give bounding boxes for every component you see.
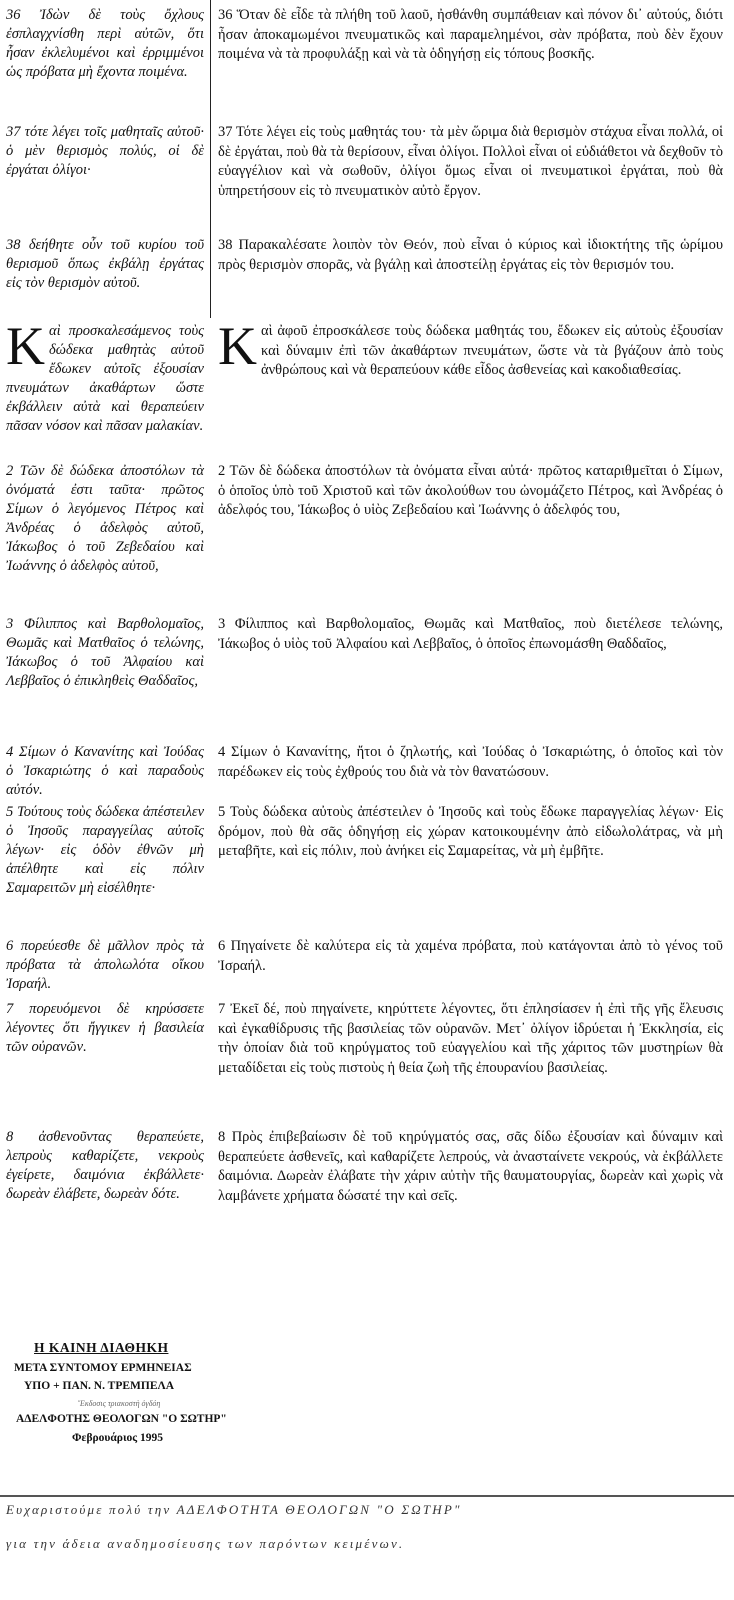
drop-cap: Κ [6, 316, 45, 376]
modern-text: 4 Σίμων ὁ Κανανίτης, ἤτοι ὁ ζηλωτής, καὶ Ἰούδας ὁ Ἰσκαριώτης, ὁ ὁποῖος καὶ τὸν παρέδωκεν εἰς τοὺς ἐχθρούς του διὰ νὰ τὸν θανατώσουν. [218, 744, 723, 780]
modern-text: 5 Τοὺς δώδεκα αὐτοὺς ἀπέστειλεν ὁ Ἰησοῦς καὶ τοὺς ἔδωκε παραγγελίας λέγων· Εἰς δρόμον, ποὺ θὰ σᾶς ὁδηγήσῃ εἰς χώραν κατοικουμένην ἀπὸ εἰδωλολάτρας, νὰ μὴ μεταβῆτε, καὶ εἰς πόλιν, ποὺ ἀνήκει εἰς Σαμαρείτας, νὰ μὴ ἐμβῆτε. [218, 804, 723, 859]
modern-text: 38 Παρακαλέσατε λοιπὸν τὸν Θεόν, ποὺ εἶναι ὁ κύριος καὶ ἰδιοκτήτης τῆς ὡρίμου πρὸς θερισμὸν σπορᾶς, νὰ βγάλῃ καὶ ἀποστείλῃ ἐργάτας εἰς τὸν θερισμόν του. [218, 237, 723, 273]
modern-text [218, 316, 723, 381]
modern-text: 3 Φίλιππος καὶ Βαρθολομαῖος, Θωμᾶς καὶ Ματθαῖος, ποὺ διετέλεσε τελώνης, Ἰάκωβος ὁ υἱὸς τοῦ Ἀλφαίου καὶ Λεββαῖος, ὁ ὁποῖος ἐπωνομάσθη Θαδδαῖος, [218, 616, 723, 652]
modern-text: 7 Ἐκεῖ δέ, ποὺ πηγαίνετε, κηρύττετε λέγοντες, ὅτι ἐπλησίασεν ἡ ἐπὶ τῆς γῆς ἔλευσις καὶ ἐγκαθίδρυσις τῆς βασιλείας τῶν οὐρανῶν. Μετ᾽ ὀλίγον ἱδρύεται ἡ Ἐκκλησία, εἰς τὴν ὁποίαν διὰ τοῦ κηρύγματος τοῦ εὐαγγελίου καὶ τῆς χάριτος τῶν μυστηρίων θὰ μεταδίδεται εἰς τοὺς πιστοὺς ἡ θεία ζωὴ τῆς ἐπουρανίου βασιλείας. [218, 1001, 723, 1076]
ancient-text: 37 τότε λέγει τοῖς μαθηταῖς αὐτοῦ· ὁ μὲν θερισμὸς πολύς, οἱ δὲ ἐργάται ὀλίγοι· [6, 124, 204, 178]
column-divider [210, 0, 211, 318]
modern-text: 6 Πηγαίνετε δὲ καλύτερα εἰς τὰ χαμένα πρόβατα, ποὺ κατάγονται ἀπὸ τὸ γένος τοῦ Ἰσραήλ. [218, 938, 723, 974]
modern-text: 2 Τῶν δὲ δώδεκα ἀποστόλων τὰ ὀνόματα εἶναι αὐτά· πρῶτος καταριθμεῖται ὁ Σίμων, ὁ ὁποῖος ὑπὸ τοῦ Χριστοῦ καὶ τῶν ἀκολούθων του ὠνομάζετο Πέτρος, καὶ Ἀνδρέας ὁ ἀδελφός του, Ἰάκωβος ὁ υἱὸς Ζεβεδαίου καὶ Ἰωάννης ὁ ἀδελφός του, [218, 463, 723, 518]
colophon-title: Η ΚΑΙΝΗ ΔΙΑΘΗΚΗ [34, 1340, 169, 1355]
modern-text: 8 Πρὸς ἐπιβεβαίωσιν δὲ τοῦ κηρύγματός σας, σᾶς δίδω ἐξουσίαν καὶ δύναμιν καὶ θεραπεύετε ἀσθενεῖς, καὶ καθαρίζετε λεπρούς, νὰ ἀνασταίνετε νεκρούς, νὰ ἐκβάλλετε δαιμόνια. Δωρεὰν ἐλάβατε τὴν χάριν αὐτὴν τῆς θαυματουργίας, δωρεὰν καὶ χωρὶς νὰ λαμβάνετε χρήματα δώσατέ την καὶ σεῖς. [218, 1129, 723, 1204]
ancient-text: 8 ἀσθενοῦντας θεραπεύετε, λεπροὺς καθαρίζετε, νεκροὺς ἐγείρετε, δαιμόνια ἐκβάλλετε· δωρεὰν ἐλάβετε, δωρεὰν δότε. [6, 1129, 204, 1202]
modern-text: 36 Ὅταν δὲ εἶδε τὰ πλήθη τοῦ λαοῦ, ἠσθάνθη συμπάθειαν καὶ πόνον δι᾽ αὐτούς, διότι ἦσαν ἀποκαμωμένοι πνευματικῶς καὶ παραμελημένοι, σὰν πρόβατα, ποὺ δὲν ἔχουν ποιμένα νὰ τὰ προφυλάξῃ καὶ νὰ τὰ ὁδηγήσῃ εἰς τόπους βοσκῆς. [218, 7, 723, 62]
ancient-text: 3 Φίλιππος καὶ Βαρθολομαῖος, Θωμᾶς καὶ Ματθαῖος ὁ τελώνης, Ἰάκωβος ὁ τοῦ Ἀλφαίου καὶ Λεββαῖος ὁ ἐπικληθεὶς Θαδδαῖος, [6, 616, 204, 689]
footer-rule [0, 1495, 734, 1497]
thanks-line-2: για την άδεια αναδημοσίευσης των παρόντων κειμένων. [6, 1536, 405, 1551]
colophon-author: ΥΠΟ + ΠΑΝ. Ν. ΤΡΕΜΠΕΛΑ [24, 1380, 175, 1392]
modern-text-body: αὶ ἀφοῦ ἐπροσκάλεσε τοὺς δώδεκα μαθητάς του, ἔδωκεν εἰς αὐτοὺς ἐξουσίαν καὶ δύναμιν ἐπὶ τῶν ἀκαθάρτων πνευμάτων, ὥστε νὰ τὰ βγάζουν ἀπὸ τοὺς ἀνθρώπους καὶ νὰ θεραπεύουν κάθε εἶδος ἀσθενείας καὶ κακοδιαθεσίας. [261, 323, 723, 378]
ancient-text: 38 δεήθητε οὖν τοῦ κυρίου τοῦ θερισμοῦ ὅπως ἐκβάλῃ ἐργάτας εἰς τὸν θερισμὸν αὐτοῦ. [6, 237, 204, 291]
colophon-subtitle: ΜΕΤΑ ΣΥΝΤΟΜΟΥ ΕΡΜΗΝΕΙΑΣ [14, 1362, 192, 1374]
colophon-date: Φεβρουάριος 1995 [72, 1432, 163, 1444]
ancient-text: 6 πορεύεσθε δὲ μᾶλλον πρὸς τὰ πρόβατα τὰ ἀπολωλότα οἴκου Ἰσραήλ. [6, 938, 204, 992]
ancient-text: 5 Τούτους τοὺς δώδεκα ἀπέστειλεν ὁ Ἰησοῦς παραγγείλας αὐτοῖς λέγων· εἰς ὁδὸν ἐθνῶν μὴ ἀπέλθητε καὶ εἰς πόλιν Σαμαρειτῶν μὴ εἰσέλθητε· [6, 804, 204, 896]
ancient-text: 36 Ἰδὼν δὲ τοὺς ὄχλους ἐσπλαγχνίσθη περὶ αὐτῶν, ὅτι ἦσαν ἐκλελυμένοι καὶ ἐρριμμένοι ὡς πρόβατα μὴ ἔχοντα ποιμένα. [6, 7, 204, 80]
ancient-text: 7 πορευόμενοι δὲ κηρύσσετε λέγοντες ὅτι ἤγγικεν ἡ βασιλεία τῶν οὐρανῶν. [6, 1001, 204, 1055]
modern-text: 37 Τότε λέγει εἰς τοὺς μαθητάς του· τὰ μὲν ὥριμα διὰ θερισμὸν στάχυα εἶναι πολλά, οἱ δὲ ἐργάται, ποὺ θὰ τὰ θερίσουν, εἶναι ὀλίγοι. Πολλοὶ εἶναι οἱ εὐδιάθετοι νὰ δεχθοῦν τὸ εὐαγγέλιον καὶ νὰ σωθοῦν, ὀλίγοι ὅμως εἶναι οἱ πνευματικοὶ ἐργάται, ποὺ θὰ ὑπηρετήσουν εἰς τὸ πνευματικὸν αὐτὸ ἔργον. [218, 124, 723, 199]
ancient-text: 4 Σίμων ὁ Κανανίτης καὶ Ἰούδας ὁ Ἰσκαριώτης ὁ καὶ παραδοὺς αὐτόν. [6, 744, 204, 798]
colophon-publisher: ΑΔΕΛΦΟΤΗΣ ΘΕΟΛΟΓΩΝ "Ο ΣΩΤΗΡ" [16, 1413, 227, 1425]
drop-cap: Κ [218, 316, 257, 376]
ancient-text [6, 316, 204, 436]
ancient-text: 2 Τῶν δὲ δώδεκα ἀποστόλων τὰ ὀνόματά ἐστι ταῦτα· πρῶτος Σίμων ὁ λεγόμενος Πέτρος καὶ Ἀνδρέας ὁ ἀδελφὸς αὐτοῦ, Ἰάκωβος ὁ τοῦ Ζεβεδαίου καὶ Ἰωάννης ὁ ἀδελφὸς αὐτοῦ, [6, 463, 204, 574]
thanks-line-1: Ευχαριστούμε πολύ την ΑΔΕΛΦΟΤΗΤΑ ΘΕΟΛΟΓΩΝ "Ο ΣΩΤΗΡ" [6, 1502, 462, 1517]
ancient-text-body: αὶ προσκαλεσάμενος τοὺς δώδεκα μαθητὰς αὐτοῦ ἔδωκεν αὐτοῖς ἐξουσίαν πνευμάτων ἀκαθάρτων ὥστε ἐκβάλλειν αὐτὰ καὶ θεραπεύειν πᾶσαν νόσον καὶ πᾶσαν μαλακίαν. [6, 323, 204, 434]
colophon-edition: Ἔκδοσις τριακοστὴ ὀγδόη [78, 1399, 161, 1408]
